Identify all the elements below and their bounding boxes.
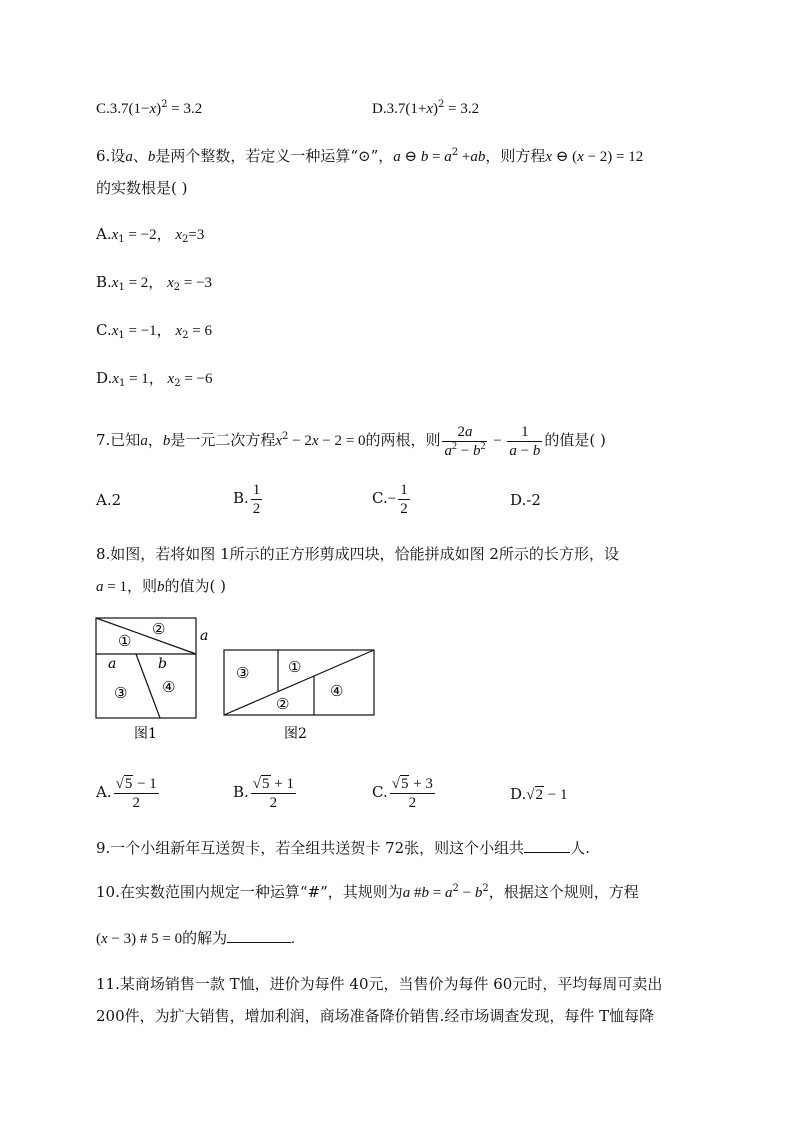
fig1-piece-4: ④ <box>162 678 176 696</box>
q6-stem-line2: 的实数根是( ) <box>96 179 188 197</box>
q6-option-c: $C.x_1 = -1$， $x_2 = 6$ <box>96 321 212 341</box>
q6-option-b: $B.x_1 = 2$， $x_2 = -3$ <box>96 273 213 293</box>
figure-1-square <box>96 618 208 718</box>
q10-stem-line2: (x − 3) # 5 = 0的解为 . <box>96 929 295 947</box>
fig2-piece-3: ③ <box>236 664 250 682</box>
q7-stem: 7.已知a，b是一元二次方程$x^2 - 2x - 2 = 0$的两根，则 $\frac{2a}{a^2 - b^2}$ − $\frac{1}{a - b}$ 的值是( ) <box>96 423 606 459</box>
q8-stem: 8.如图，若将如图 1所示的正方形剪成四块，恰能拼成如图 2所示的长方形，设 <box>96 545 619 563</box>
q8-option-a: A. $\frac{√5 - 1}{2}$ <box>96 775 157 811</box>
q11-stem: 11.某商场销售一款 T恤，进价为每件 40元，当售价为每件 60元时，平均每周可卖出 <box>96 975 663 993</box>
fig2-piece-4: ④ <box>330 682 344 700</box>
fig2-caption: 图2 <box>284 726 307 742</box>
q11-stem-line2: 200件，为扩大销售，增加利润，商场准备降价销售.经市场调查发现，每件 T恤每降 <box>96 1007 655 1025</box>
fig1-piece-1: ① <box>118 632 132 650</box>
q7-option-c: C.− $\frac{1}{2}$ <box>372 481 408 517</box>
q7-option-d: D.-2 <box>510 491 541 509</box>
fig1-label-a-side: a <box>200 628 209 644</box>
q5-option-c: $C.3.7(1-x)^2 = 3.2$ <box>96 99 203 117</box>
fig1-piece-2: ② <box>152 620 166 638</box>
q8-option-b: B. $\frac{√5 + 1}{2}$ <box>233 775 294 811</box>
figure-2-rectangle <box>224 650 374 715</box>
q5-option-d: $D.3.7(1+x)^2 = 3.2$ <box>372 99 480 117</box>
fig1-label-a: a <box>108 656 117 672</box>
fig1-label-b: b <box>158 656 167 672</box>
fig1-piece-3: ③ <box>114 684 128 702</box>
q8-figures <box>90 612 390 752</box>
q6-option-a: $A.x_1 = -2$， $x_2=3$ <box>96 225 205 245</box>
q7-option-a: A.2 <box>96 491 122 509</box>
q6-option-d: $D.x_1 = 1$， $x_2 = -6$ <box>96 369 213 389</box>
q10-stem: 10.在实数范围内规定一种运算“#”，其规则为a #b = $a^2 - b^2$，根据这个规则，方程 <box>96 883 639 901</box>
q9-answer-blank[interactable] <box>524 838 570 853</box>
q8-option-c: C. $\frac{√5 + 3}{2}$ <box>372 775 433 811</box>
q7-option-b: B. $\frac{1}{2}$ <box>233 481 261 517</box>
q8-stem-line2: a = 1，则b的值为( ) <box>96 577 226 595</box>
fig2-piece-1: ① <box>288 658 302 676</box>
fig2-piece-2: ② <box>276 695 290 713</box>
q6-stem: 6.设a、b是两个整数，若定义一种运算“⊙”，a ⊖ $b = a^2 +ab$，则方程x ⊖ (x − 2) = 12 <box>96 147 644 165</box>
fig1-caption: 图1 <box>134 726 157 742</box>
q8-option-d: D.√2 − 1 <box>510 785 568 803</box>
q9-stem: 9.一个小组新年互送贺卡，若全组共送贺卡 72张，则这个小组共 人. <box>96 839 590 857</box>
q10-answer-blank[interactable] <box>227 928 291 943</box>
